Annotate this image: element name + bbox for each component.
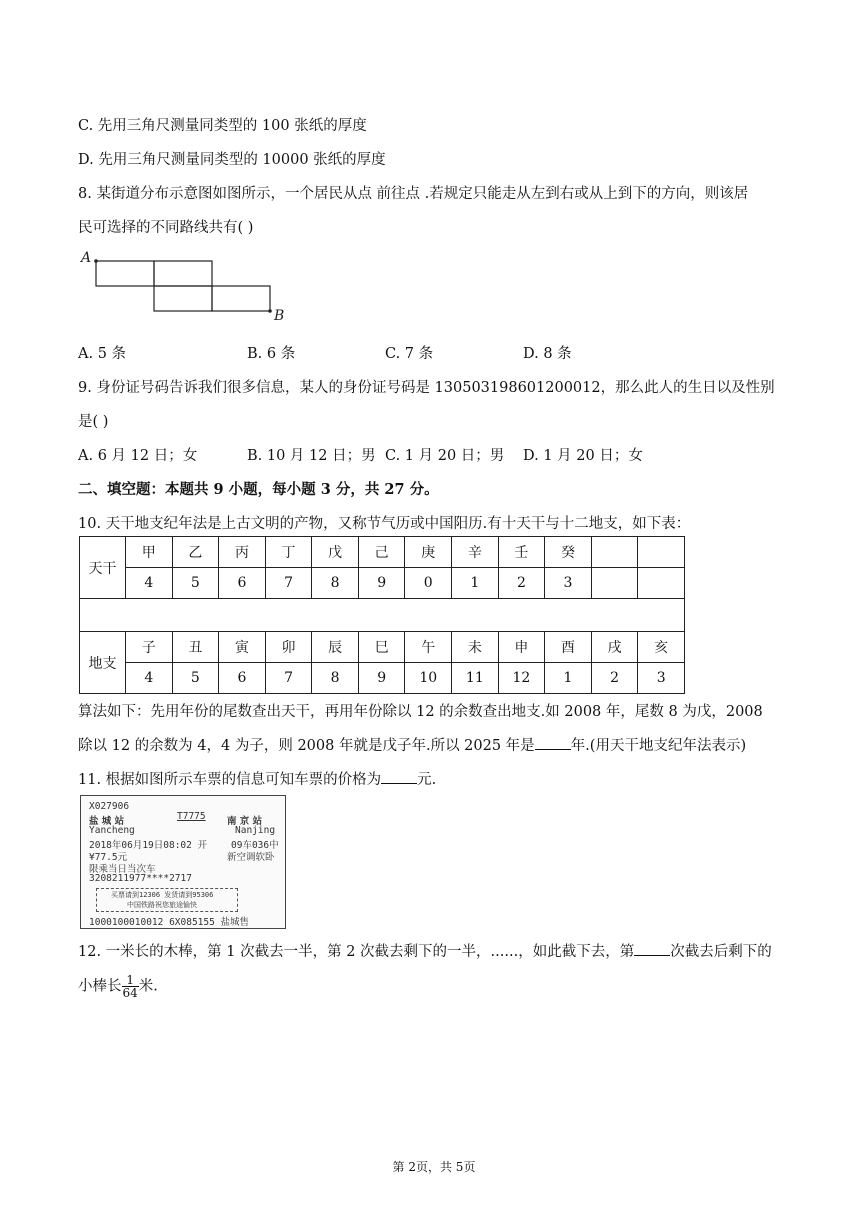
point-b-dot	[268, 309, 272, 313]
dizhi-cell: 申	[498, 632, 545, 663]
dizhi-num-cell: 4	[126, 663, 173, 694]
dizhi-num-cell: 7	[265, 663, 312, 694]
q12-stem-line2	[78, 974, 158, 999]
tiangan-num-cell: 4	[126, 568, 173, 599]
ticket-from: 盐 城 站	[89, 816, 125, 827]
tiangan-cell	[591, 537, 638, 568]
dizhi-cell: 辰	[312, 632, 359, 663]
ticket-notice-line1: 买票请到12306 发货请到95306	[111, 891, 214, 899]
dizhi-num-cell: 2	[591, 663, 638, 694]
q10-algorithm-text-b: 年.(用天干地支纪年法表示)	[570, 738, 747, 754]
page-footer: 第 2页，共 5页	[392, 1160, 476, 1174]
dizhi-num-cell: 6	[219, 663, 266, 694]
dizhi-num-cell: 1	[545, 663, 592, 694]
dizhi-cell: 丑	[172, 632, 219, 663]
table-row	[80, 568, 685, 599]
dizhi-cell: 寅	[219, 632, 266, 663]
tiangan-num-cell	[638, 568, 685, 599]
q9-stem-line1: 9. 身份证号码告诉我们很多信息，某人的身份证号码是 130503198601200012，那么此人的生日以及性别	[78, 380, 775, 396]
table-row	[80, 599, 685, 632]
stems-branches-table	[79, 536, 685, 694]
q12-stem-line1	[78, 940, 772, 961]
q12-text-a: 12. 一米长的木棒，第 1 次截去一半，第 2 次截去剩下的一半，......，如此截下去，第	[78, 944, 635, 960]
dizhi-num-cell: 11	[452, 663, 499, 694]
ticket-code: 1000100010012 6X085155 盐城售	[89, 917, 250, 928]
fraction-denominator: 64	[122, 986, 138, 1000]
tiangan-cell: 戊	[312, 537, 359, 568]
dizhi-cell: 酉	[545, 632, 592, 663]
dizhi-cell: 子	[126, 632, 173, 663]
tiangan-cell: 庚	[405, 537, 452, 568]
grid-cell	[96, 261, 154, 286]
tiangan-num-cell: 5	[172, 568, 219, 599]
table-row	[80, 632, 685, 663]
q8-stem-line1: 8. 某街道分布示意图如图所示，一个居民从点 前往点 .若规定只能走从左到右或从上到下的方向，则该居	[78, 186, 749, 202]
dizhi-cell: 戌	[591, 632, 638, 663]
tiangan-num-cell: 0	[405, 568, 452, 599]
ticket-serial: X027906	[89, 801, 130, 812]
dizhi-cell: 巳	[358, 632, 405, 663]
q12-text-c: 小棒长	[78, 978, 122, 995]
tiangan-cell: 甲	[126, 537, 173, 568]
q8-option-c: C. 7 条	[385, 346, 434, 362]
dizhi-num-cell: 9	[358, 663, 405, 694]
q8-option-a: A. 5 条	[78, 346, 127, 362]
tiangan-num-cell	[591, 568, 638, 599]
table-row	[80, 663, 685, 694]
table-spacer-cell	[80, 599, 685, 632]
tiangan-cell: 丁	[265, 537, 312, 568]
ticket-datetime: 2018年06月19日08:02 开	[89, 840, 208, 851]
dizhi-cell: 未	[452, 632, 499, 663]
ticket-seat: 09车036中	[231, 840, 279, 851]
q8-stem-line2: 民可选择的不同路线共有( )	[78, 220, 254, 236]
q9-option-a: A. 6 月 12 日；女	[78, 448, 198, 464]
point-a-dot	[94, 259, 98, 263]
q10-answer-blank	[535, 735, 571, 750]
grid-cell	[154, 261, 212, 286]
fraction-one-sixty-fourth	[122, 974, 139, 999]
tiangan-num-cell: 6	[219, 568, 266, 599]
grid-cell	[212, 286, 270, 311]
street-grid-diagram	[78, 248, 298, 328]
q11-text-b: 元.	[417, 772, 437, 788]
tiangan-cell: 乙	[172, 537, 219, 568]
ticket-notice-line2: 中国铁路祝您旅途愉快	[127, 901, 197, 909]
dizhi-cell: 卯	[265, 632, 312, 663]
ticket-id: 3208211977****2717	[89, 873, 192, 884]
train-ticket-image	[80, 795, 286, 929]
tiangan-cell: 辛	[452, 537, 499, 568]
ticket-train-number: T7775	[177, 811, 206, 822]
q11-stem	[78, 768, 436, 789]
q12-answer-blank	[634, 941, 670, 956]
dizhi-cell: 亥	[638, 632, 685, 663]
q8-option-b: B. 6 条	[247, 346, 296, 362]
fraction-numerator: 1	[122, 974, 139, 987]
ticket-notice-box	[96, 888, 238, 912]
ticket-limit: 限乘当日当次车	[89, 864, 156, 875]
q10-algorithm-line1: 算法如下：先用年份的尾数查出天干，再用年份除以 12 的余数查出地支.如 2008 年，尾数 8 为戊，2008	[78, 704, 763, 720]
q9-option-d: D. 1 月 20 日；女	[523, 448, 643, 464]
tiangan-num-cell: 8	[312, 568, 359, 599]
q10-intro: 10. 天干地支纪年法是上古文明的产物，又称节气历或中国阳历.有十天干与十二地支，如下表：	[78, 516, 691, 532]
dizhi-cell: 午	[405, 632, 452, 663]
tiangan-cell: 己	[358, 537, 405, 568]
dizhi-num-cell: 10	[405, 663, 452, 694]
point-a-label: A	[81, 250, 92, 266]
point-b-label: B	[274, 308, 285, 324]
ticket-from-en: Yancheng	[89, 825, 135, 836]
q7-option-c: C. 先用三角尺测量同类型的 100 张纸的厚度	[78, 118, 367, 134]
tiangan-num-cell: 9	[358, 568, 405, 599]
dizhi-num-cell: 3	[638, 663, 685, 694]
q12-text-d: 米.	[138, 978, 158, 995]
dizhi-num-cell: 12	[498, 663, 545, 694]
ticket-class: 新空调软卧	[227, 852, 275, 863]
q11-answer-blank	[381, 769, 417, 784]
q9-option-c: C. 1 月 20 日；男	[385, 448, 505, 464]
q9-option-b: B. 10 月 12 日；男	[247, 448, 376, 464]
tiangan-cell: 壬	[498, 537, 545, 568]
ticket-to-en: Nanjing	[235, 825, 276, 836]
q11-text-a: 11. 根据如图所示车票的信息可知车票的价格为	[78, 772, 382, 788]
tiangan-num-cell: 1	[452, 568, 499, 599]
q9-stem-line2: 是( )	[78, 414, 109, 430]
q12-text-b: 次截去后剩下的	[670, 944, 772, 960]
table-row	[80, 537, 685, 568]
dizhi-num-cell: 5	[172, 663, 219, 694]
grid-cell	[154, 286, 212, 311]
dizhi-label: 地支	[80, 632, 126, 694]
tiangan-cell	[638, 537, 685, 568]
tiangan-num-cell: 7	[265, 568, 312, 599]
q10-algorithm-text-a: 除以 12 的余数为 4，4 为子，则 2008 年就是戊子年.所以 2025 年是	[78, 738, 535, 754]
dizhi-num-cell: 8	[312, 663, 359, 694]
q10-algorithm-line2	[78, 734, 746, 755]
section-heading-fill-in: 二、填空题：本题共 9 小题，每小题 3 分，共 27 分。	[78, 481, 439, 498]
tiangan-num-cell: 3	[545, 568, 592, 599]
tiangan-cell: 癸	[545, 537, 592, 568]
ticket-price: ¥77.5元	[89, 852, 128, 863]
tiangan-label: 天干	[80, 537, 126, 599]
tiangan-cell: 丙	[219, 537, 266, 568]
ticket-to: 南 京 站	[227, 816, 263, 827]
tiangan-num-cell: 2	[498, 568, 545, 599]
q8-option-d: D. 8 条	[523, 346, 572, 362]
q7-option-d: D. 先用三角尺测量同类型的 10000 张纸的厚度	[78, 152, 386, 168]
